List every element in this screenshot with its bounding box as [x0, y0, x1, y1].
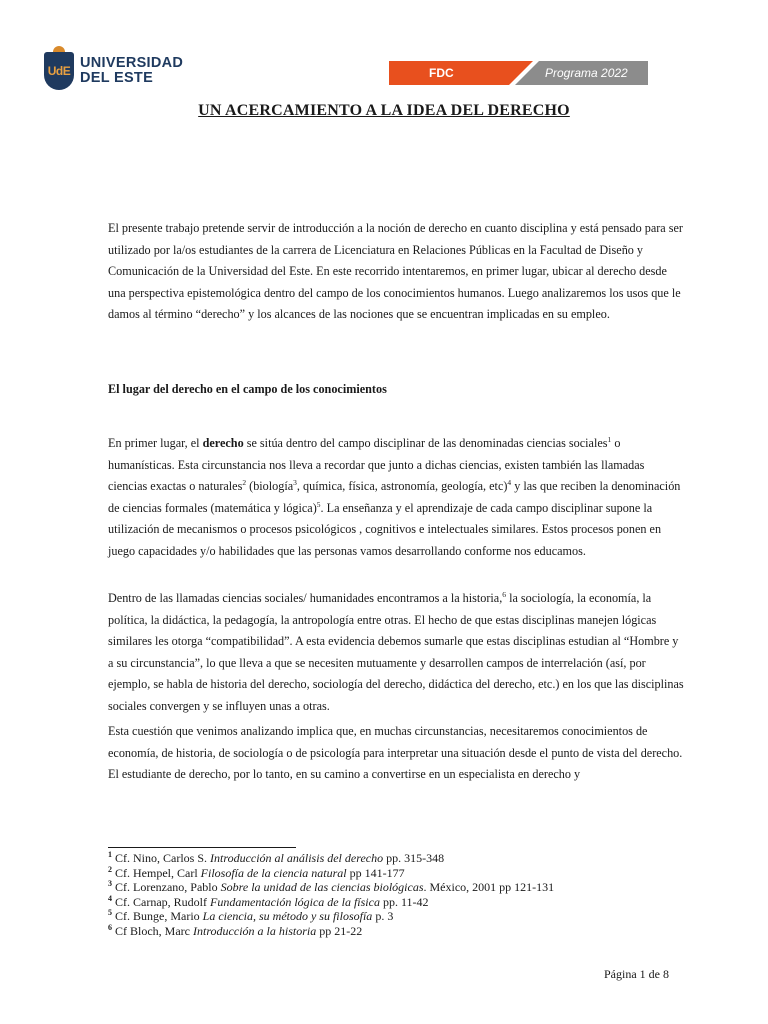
program-banner: [389, 61, 648, 85]
footnote-item: $^5$ Cf. Bunge, Mario La ciencia, su método y su filosofía p. 3: [108, 908, 394, 924]
footnote-ref[interactable]: 1: [607, 434, 612, 444]
paragraph-3: Dentro de las llamadas ciencias sociales/ humanidades encontramos a la historia,$^6$ la sociología, la economía, la política, la didáctica, la pedagogía, la antropología entre otras. El hecho de que estas disciplinas manejen lógicas similares les otorga “compatibilidad”. A esta evidencia debemos sumarle que estas disciplinas estudian al “Hombre y a su circunstancia”, lo que lleva a que se necesiten mutuamente y desarrollen campos de interrelación (así, por ejemplo, se habla de historia del derecho, sociología del derecho, didáctica del derecho, etc.) en los que las disciplinas sociales convergen y se influyen unas a otras.: [108, 589, 684, 713]
banner-orange-segment: [389, 61, 533, 85]
footnotes: [108, 851, 686, 939]
footnote-ref[interactable]: 2: [242, 477, 247, 487]
intro-paragraph: El presente trabajo pretende servir de introducción a la noción de derecho en cuanto disciplina y está pensado para ser utilizado por la/os estudiantes de la carrera de Licenciatura en Relaciones Públicas en la Facultad de Diseño y Comunicación de la Universidad del Este. En este recorrido intentaremos, en primer lugar, ubicar al derecho desde una perspectiva epistemológica dentro del campo de los conocimientos humanos. Luego analizaremos los usos que le damos al término “derecho” y los alcances de las nociones que se encuentran implicadas en su empleo.: [108, 221, 683, 321]
page-number: Página 1 de 8: [604, 967, 669, 981]
footnote-item: $^6$ Cf Bloch, Marc Introducción a la historia pp 21-22: [108, 922, 363, 938]
footnote-item: $^2$ Cf. Hempel, Carl Filosofía de la ciencia natural pp 141-177: [108, 864, 405, 880]
banner-fdc-label: FDC: [429, 66, 454, 80]
bold-term: derecho: [202, 436, 244, 450]
document-title: UN ACERCAMIENTO A LA IDEA DEL DERECHO: [198, 102, 570, 119]
footnote-item: $^1$ Cf. Nino, Carlos S. Introducción al análisis del derecho pp. 315-348: [108, 850, 445, 865]
footnote-item: $^3$ Cf. Lorenzano, Pablo Sobre la unidad de las ciencias biológicas. México, 2001 pp 121-131: [108, 879, 555, 895]
footnote-item: $^4$ Cf. Carnap, Rudolf Fundamentación lógica de la física pp. 11-42: [108, 893, 429, 909]
section-heading: El lugar del derecho en el campo de los conocimientos: [108, 382, 387, 396]
paragraph-2: En primer lugar, el derecho se sitúa dentro del campo disciplinar de las denominadas ciencias sociales$^1$ o humanísticas. Esta circunstancia nos lleva a recordar que junto a dichas ciencias, existen también las llamadas ciencias exactas o naturales$^2$ (biología$^3$, química, física, astronomía, geología, etc)$^4$ y las que reciben la denominación de ciencias formales (matemática y lógica)$^5$. La enseñanza y el aprendizaje de cada campo disciplinar supone la utilización de mecanismos o procesos psicológicos , cognitivos e intelectuales similares. Estos procesos ponen en juego capacidades y/o habilidades que las personas vamos desarrollando conforme nos educamos.: [108, 434, 681, 558]
logo-monogram: UdE: [47, 64, 71, 78]
banner-program-label: Programa 2022: [545, 66, 628, 80]
footnote-ref[interactable]: 3: [293, 477, 297, 487]
footnote-ref[interactable]: 4: [507, 477, 512, 487]
shield-icon: [44, 52, 74, 90]
paragraph-4: Esta cuestión que venimos analizando implica que, en muchas circunstancias, necesitaremos conocimientos de economía, de historia, de sociología o de psicología para interpretar una situación desde el punto de vista del derecho. El estudiante de derecho, por lo tanto, en su camino a convertirse en un especialista en derecho y: [108, 724, 683, 781]
university-logo: [44, 52, 183, 90]
footnote-ref[interactable]: 6: [502, 589, 507, 599]
footnote-ref[interactable]: 5: [316, 499, 321, 509]
logo-wordmark: [80, 56, 183, 86]
footnote-separator: [108, 847, 296, 848]
logo-line-2: DEL ESTE: [80, 70, 154, 86]
logo-line-1: UNIVERSIDAD: [80, 55, 184, 71]
